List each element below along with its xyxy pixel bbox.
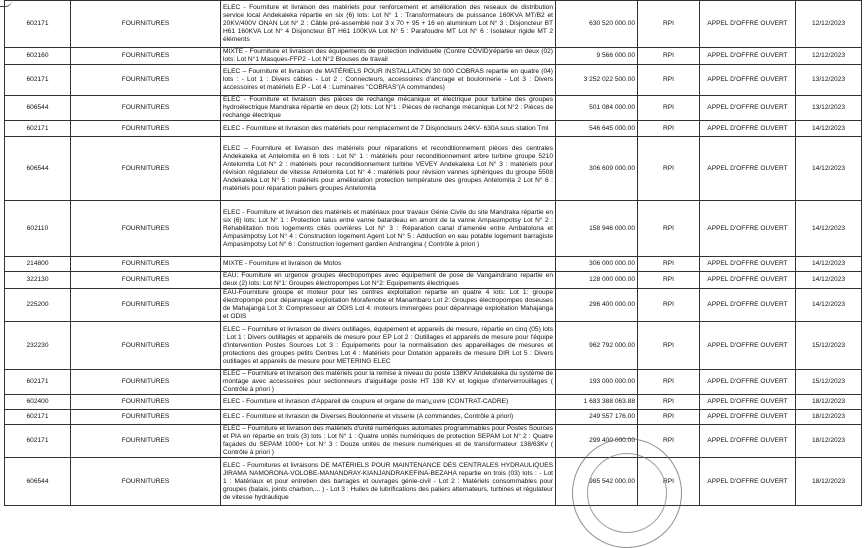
cell-category: FOURNITURES [71, 410, 221, 425]
cell-date: 14/12/2023 [796, 121, 862, 137]
cell-amount: 128 000 000.00 [556, 272, 638, 289]
cell-category: FOURNITURES [71, 65, 221, 96]
cell-code: 606544 [5, 96, 71, 121]
cell-date: 18/12/2023 [796, 410, 862, 425]
cell-date: 15/12/2023 [796, 322, 862, 370]
cell-financing: RPI [638, 458, 700, 506]
cell-procedure: APPEL D'OFFRE OUVERT [700, 322, 796, 370]
cell-procedure: APPEL D'OFFRE OUVERT [700, 370, 796, 395]
cell-procedure: APPEL D'OFFRE OUVERT [700, 121, 796, 137]
procurement-table [4, 0, 862, 506]
official-stamp [572, 438, 682, 548]
cell-code: 322130 [5, 272, 71, 289]
cell-date: 13/12/2023 [796, 96, 862, 121]
cell-procedure: APPEL D'OFFRE OUVERT [700, 96, 796, 121]
cell-amount: 296 400 000.00 [556, 289, 638, 322]
cell-amount: 249 557 176.00 [556, 410, 638, 425]
cell-financing: RPI [638, 425, 700, 458]
cell-financing: RPI [638, 289, 700, 322]
cell-code: 602171 [5, 425, 71, 458]
cell-description: ELEC - Fourniture et livraison des pièces de rechange mécanique et électrique pour turbine des groupes hydroélectrique Mandraka répartie en deux (2) lots: Lot N°1 : Pièces de rechange mécanique Lot N°2 : Pièces de rechange électrique [221, 96, 556, 121]
cell-procedure: APPEL D'OFFRE OUVERT [700, 289, 796, 322]
cell-date: 14/12/2023 [796, 257, 862, 272]
cell-financing: RPI [638, 201, 700, 257]
cell-category: FOURNITURES [71, 257, 221, 272]
cell-description: ELEC - Fourniture et livraison des matériels pour remplacement de 7 Disjoncteurs 24KV- 630A sous station Tml [221, 121, 556, 137]
cell-financing: RPI [638, 137, 700, 201]
cell-category: FOURNITURES [71, 395, 221, 410]
cell-category: FOURNITURES [71, 48, 221, 65]
cell-date: 12/12/2023 [796, 48, 862, 65]
table-row [5, 410, 862, 425]
cell-description: ELEC - Fourniture et livraison des matériels et matériaux pour travaux Génie Civile du site Mandraka répartie en six (6) lots: Lot N° 1 : Protection talus entre vanne batardeau en amont de la vanne Ampasimpotsy Lot N° 2 : Réhabilitation trois logements cités ouvrières Lot N° 3 : Réparation canal d'amenée entre Ambatolona et Ampasimpotsy Lot N° 4 : Construction logement Agent Lot N° 5 : Adduction en eau potable logement barragiste Ampasimpotsy Lot N° 6 : Construction logement gardien Andrangina ( Contrôle à priori ) [221, 201, 556, 257]
cell-description: MIXTE - Fourniture et livraison des équipements de protection individuelle (Contre COVID)répartie en deux (02) lots: Lot N°1 Masques-FFP2 - Lot N°2 Blouses de travail [221, 48, 556, 65]
table-row [5, 201, 862, 257]
cell-procedure: APPEL D'OFFRE OUVERT [700, 48, 796, 65]
cell-procedure: APPEL D'OFFRE OUVERT [700, 65, 796, 96]
cell-date: 14/12/2023 [796, 272, 862, 289]
cell-category: FOURNITURES [71, 201, 221, 257]
cell-code: 602160 [5, 48, 71, 65]
cell-code: 602171 [5, 370, 71, 395]
table-row [5, 395, 862, 410]
cell-procedure: APPEL D'OFFRE OUVERT [700, 272, 796, 289]
cell-category: FOURNITURES [71, 458, 221, 506]
cell-financing: RPI [638, 65, 700, 96]
cell-category: FOURNITURES [71, 425, 221, 458]
table-row [5, 289, 862, 322]
cell-financing: RPI [638, 257, 700, 272]
cell-amount: 193 000 000.00 [556, 370, 638, 395]
cell-code: 602171 [5, 410, 71, 425]
cell-financing: RPI [638, 121, 700, 137]
cell-financing: RPI [638, 96, 700, 121]
table-row [5, 65, 862, 96]
table-row [5, 121, 862, 137]
cell-code: 602171 [5, 1, 71, 48]
cell-code: 232230 [5, 322, 71, 370]
cell-date: 14/12/2023 [796, 289, 862, 322]
table-row [5, 1, 862, 48]
cell-procedure: APPEL D'OFFRE OUVERT [700, 201, 796, 257]
table-row [5, 458, 862, 506]
cell-amount: 306 000 000.00 [556, 257, 638, 272]
cell-date: 18/12/2023 [796, 458, 862, 506]
cell-description: ELEC - Fourniture et livraison de Diverses Boulonnerie et visserie (A commandes, Contrôle à priori) [221, 410, 556, 425]
cell-amount: 299 400 000.00 [556, 425, 638, 458]
cell-procedure: APPEL D'OFFRE OUVERT [700, 425, 796, 458]
cell-financing: RPI [638, 48, 700, 65]
cell-amount: 546 645 000.00 [556, 121, 638, 137]
cell-category: FOURNITURES [71, 370, 221, 395]
cell-category: FOURNITURES [71, 289, 221, 322]
official-stamp-inner-ring [587, 453, 667, 533]
table-row [5, 322, 862, 370]
cell-financing: RPI [638, 322, 700, 370]
cell-code: 606544 [5, 458, 71, 506]
cell-amount: 1 683 388 063.88 [556, 395, 638, 410]
table-row [5, 48, 862, 65]
cell-category: FOURNITURES [71, 96, 221, 121]
cell-description: ELEC – Fourniture et livraison de divers outillages, équipement et appareils de mesure, répartie en cinq (05) lots : Lot 1 : Divers outillages et appareils de mesure pour EP Lot 2 : Outillages et appareils de mesure pour l'équipe d'intervention Postes Sources Lot 3 : Équipements pour la normalisation des appareillages de mesures et protections des groupes petits Centres Lot 4 : Matériels pour Dotation appareils de mesure DIR Lot 5 : Divers outillages et appareils de mesure pour METERING ELEC [221, 322, 556, 370]
cell-financing: RPI [638, 395, 700, 410]
cell-procedure: APPEL D'OFFRE OUVERT [700, 395, 796, 410]
table-row [5, 425, 862, 458]
table-row [5, 272, 862, 289]
cell-category: FOURNITURES [71, 1, 221, 48]
cell-procedure: APPEL D'OFFRE OUVERT [700, 137, 796, 201]
cell-date: 18/12/2023 [796, 395, 862, 410]
cell-category: FOURNITURES [71, 272, 221, 289]
cell-code: 602110 [5, 201, 71, 257]
cell-procedure: APPEL D'OFFRE OUVERT [700, 458, 796, 506]
cell-amount: 962 792 000.00 [556, 322, 638, 370]
cell-code: 214800 [5, 257, 71, 272]
cell-date: 13/12/2023 [796, 65, 862, 96]
table-row [5, 370, 862, 395]
cell-code: 606544 [5, 137, 71, 201]
cell-financing: RPI [638, 1, 700, 48]
cell-description: ELEC – Fourniture et livraison des matériels pour réparations et reconditionnement pièces des centrales Andekaleka et Antelomita en 6 lots : Lot N° 1 : matériels pour reconditionnement arbre turbine groupe 5210 Antelomita Lot N° 2 : matériels pour reconditionnement turbine VEVEY Andekaleka Lot N° 3 : matériels pour révision régulateur de vitesse Antelomita Lot N° 4 : matériels pour révision vannes sphériques du groupe 5508 Andekaleka Lot N° 5 : matériels pour amélioration protection température des groupes Antelomita 2 Lot N° 6 : matériels pour réparation paliers groupes Antelomita [221, 137, 556, 201]
cell-procedure: APPEL D'OFFRE OUVERT [700, 410, 796, 425]
cell-financing: RPI [638, 272, 700, 289]
cell-code: 602171 [5, 121, 71, 137]
cell-procedure: APPEL D'OFFRE OUVERT [700, 257, 796, 272]
cell-date: 15/12/2023 [796, 370, 862, 395]
cell-description: ELEC – Fourniture et livraison des matériels d'unité numériques automates programmables pour Postes Sources et PIA en répartie en trois (3) lots : Lot N° 1 : Quatre unités numériques de protection SEPAM Lot N° 2 : Quatre façades du SEPAM 1000+ Lot N° 3 : Douze unités de mesure numériques et de transformateur 138/63Kv ( Contrôle à priori ) [221, 425, 556, 458]
cell-category: FOURNITURES [71, 322, 221, 370]
cell-date: 14/12/2023 [796, 201, 862, 257]
cell-description: ELEC - Fournitures et livraisons DE MATÉRIELS POUR MAINTENANCE DES CENTRALES HYDRAULIQUES JIRAMA NAMORONA-VOLOBE-MANANDRAY-KIANJANDRAKEFINA-BEZAHA repartie en trois (03) lots : - Lot 1 : Matériaux et pour entretien des barrages et ouvrages génie-civil - Lot 2 : Matériels consommables pour groupes (balais, joints charbon,... ) - Lot 3 : Huiles de lubrifications des paliers alternateurs, turbines et régulateur de vitesse hydraulique [221, 458, 556, 506]
cell-category: FOURNITURES [71, 121, 221, 137]
cell-code: 225200 [5, 289, 71, 322]
cell-description: ELEC – Fourniture et livraison de MATÉRIELS POUR INSTALLATION 30 000 COBRAS repartie en quatre (04) lots : - Lot 1 : Divers câbles - Lot 2 : Connecteurs, accessoires d'ancrage et boulonnerie - Lot 3 : Divers accessoires et matériels E.P - Lot 4 : Luminaires "COBRAS"(A commandes) [221, 65, 556, 96]
cell-amount: 985 542 000.00 [556, 458, 638, 506]
cell-description: EAU-Fourniture groupe et moteur pour les centres exploitation repartie en quatre 4 lots: Lot 1: groupe électropompe pour dépannage exploitation Morafenobe et Manambaro Lot 2: Groupes électropompes doseuses de Mahajanga Lot 3: Compresseur air ODIS Lot 4: moteurs immergées pour dépannage exploitation Mahajanga et ODIS [221, 289, 556, 322]
cell-description: ELEC - Fourniture et livraison des matériels pour renforcement et amélioration des reseaux de distribution service local Andekaleka répartie en six (6) lots: Lot N° 1 : Transformateurs de puissance 160KVA MT/B2 et 20KV/400V ONAN Lot N° 2 : Câble pré-assemblé noir 3 x 70 + 95 + 16 en aluminium Lot N° 3 : Disjoncteur BT H61 160KVA Lot N° 4 Disjoncteur BT H61 100KVA Lot N° 5 : Parafoudre MT Lot N° 6 : Isolateur rigide MT 2 éléments [221, 1, 556, 48]
cell-financing: RPI [638, 370, 700, 395]
cell-description: MIXTE - Fourniture et livraison de Motos [221, 257, 556, 272]
cell-amount: 630 520 000.00 [556, 1, 638, 48]
cell-code: 602171 [5, 65, 71, 96]
cell-amount: 306 609 000.00 [556, 137, 638, 201]
cell-amount: 9 566 000.00 [556, 48, 638, 65]
cell-code: 602400 [5, 395, 71, 410]
cell-date: 14/12/2023 [796, 137, 862, 201]
table-row [5, 137, 862, 201]
cell-description: ELEC - Fourniture et livraison d'Appareil de coupure et organe de man¿uvre (CONTRAT-CADRE) [221, 395, 556, 410]
cell-amount: 158 946 000.00 [556, 201, 638, 257]
cell-financing: RPI [638, 410, 700, 425]
cell-date: 12/12/2023 [796, 1, 862, 48]
cell-procedure: APPEL D'OFFRE OUVERT [700, 1, 796, 48]
cell-amount: 3 252 022 500.00 [556, 65, 638, 96]
cell-amount: 501 084 000.00 [556, 96, 638, 121]
table-row [5, 257, 862, 272]
table-row [5, 96, 862, 121]
cell-description: EAU: Fourniture en urgence groupes électropompes avec équipement de pose de Vangaindrano repartie en deux (2) lots: Lot N°1: Groupes électropompes Lot N°2: Equipements électriques [221, 272, 556, 289]
cell-description: ELEC – Fourniture et livraison des matériels pour la remise à niveau du poste 138KV Andekaleka du système de montage avec accessoires pour sectionneurs d'aiguillage poste HT 138 KV et logique d'interverrouillages ( Contrôle à priori ) [221, 370, 556, 395]
cell-category: FOURNITURES [71, 137, 221, 201]
cell-date: 18/12/2023 [796, 425, 862, 458]
